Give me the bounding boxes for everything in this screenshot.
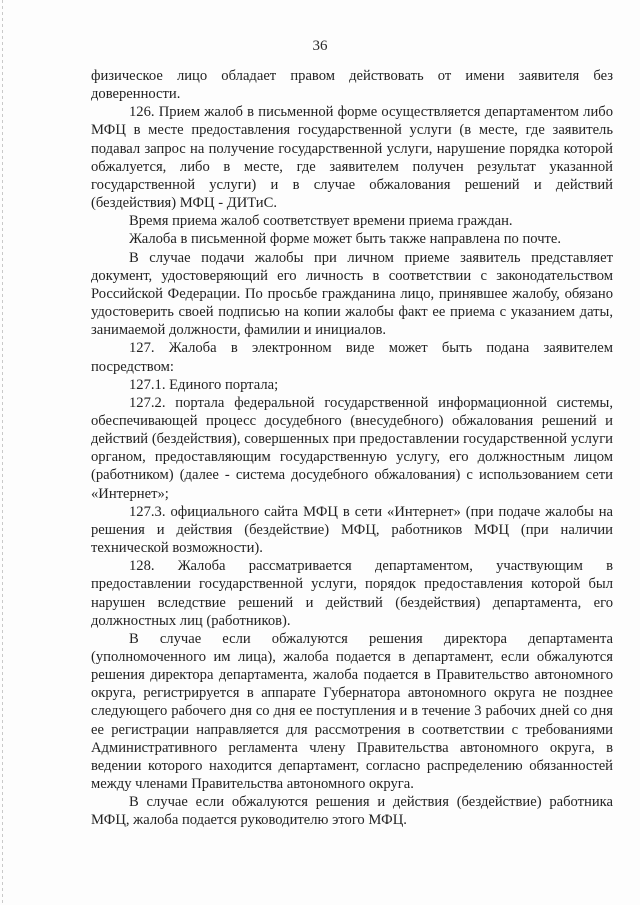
paragraph-127-2: 127.2. портала федеральной государственной информационной системы, обеспечивающей процесс досудебного (внесудебного) обжалования решений и действий (бездействия), совершенных при предоставлении государственной услуги органом, предоставляющим государственную услугу, его должностным лицом (работником) (далее - система досудебного обжалования) с использованием сети «Интернет»; <box>91 394 613 502</box>
paragraph-127-1: 127.1. Единого портала; <box>129 376 279 393</box>
page-number: 36 <box>312 38 328 54</box>
paragraph-127-3: 127.3. официального сайта МФЦ в сети «Интернет» (при подаче жалобы на решения и действия (бездействие) МФЦ, работников МФЦ (при наличии технической возможности). <box>91 503 613 557</box>
paragraph-126: 126. Прием жалоб в письменной форме осуществляется департаментом либо МФЦ в месте предоставления государственной услуги (в месте, где заявитель подавал запрос на получение государственной услуги, нарушение порядка которой обжалуется, либо в месте, где заявителем получен результат указанной государственной услуги) и в случае обжалования решений и действий (бездействия) МФЦ - ДИТиС. <box>91 104 613 212</box>
scan-edge-line <box>2 0 3 905</box>
paragraph-continuation: физическое лицо обладает правом действовать от имени заявителя без доверенности. <box>91 68 613 103</box>
paragraph-mfc-appeal: В случае если обжалуются решения и действия (бездействие) работника МФЦ, жалоба подается руководителю этого МФЦ. <box>91 794 613 829</box>
paragraph-127: 127. Жалоба в электронном виде может быть подана заявителем посредством: <box>91 340 613 375</box>
paragraph-personal-reception: В случае подачи жалобы при личном приеме заявитель представляет документ, удостоверяющий его личность в соответствии с законодательством Российской Федерации. По просьбе гражданина лицо, принявшее жалобу, обязано удостоверить своей подписью на копии жалобы факт ее приема с указанием даты, занимаемой должности, фамилии и инициалов. <box>91 249 613 339</box>
paragraph-director-appeal: В случае если обжалуются решения директора департамента (уполномоченного им лица), жалоба подается в департамент, если обжалуются решения директора департамента, жалоба подается в Правительство автономного округа, регистрируется в аппарате Губернатора автономного округа не позднее следующего рабочего дня со дня ее поступления и в течение 3 рабочих дней со дня ее регистрации направляется для рассмотрения в соответствии с требованиями Административного регламента члену Правительства автономного округа, в ведении которого находится департамент, согласно распределению обязанностей между членами Правительства автономного округа. <box>91 630 613 793</box>
paragraph-128: 128. Жалоба рассматривается департаментом, участвующим в предоставлении государственной услуги, порядок предоставления которой был нарушен вследствие решений и действий (бездействия) департамента, его должностных лиц (работников). <box>91 558 613 629</box>
paragraph-reception-time: Время приема жалоб соответствует времени приема граждан. <box>129 213 513 230</box>
document-body <box>91 67 613 830</box>
paragraph-postal: Жалоба в письменной форме может быть также направлена по почте. <box>129 231 562 248</box>
